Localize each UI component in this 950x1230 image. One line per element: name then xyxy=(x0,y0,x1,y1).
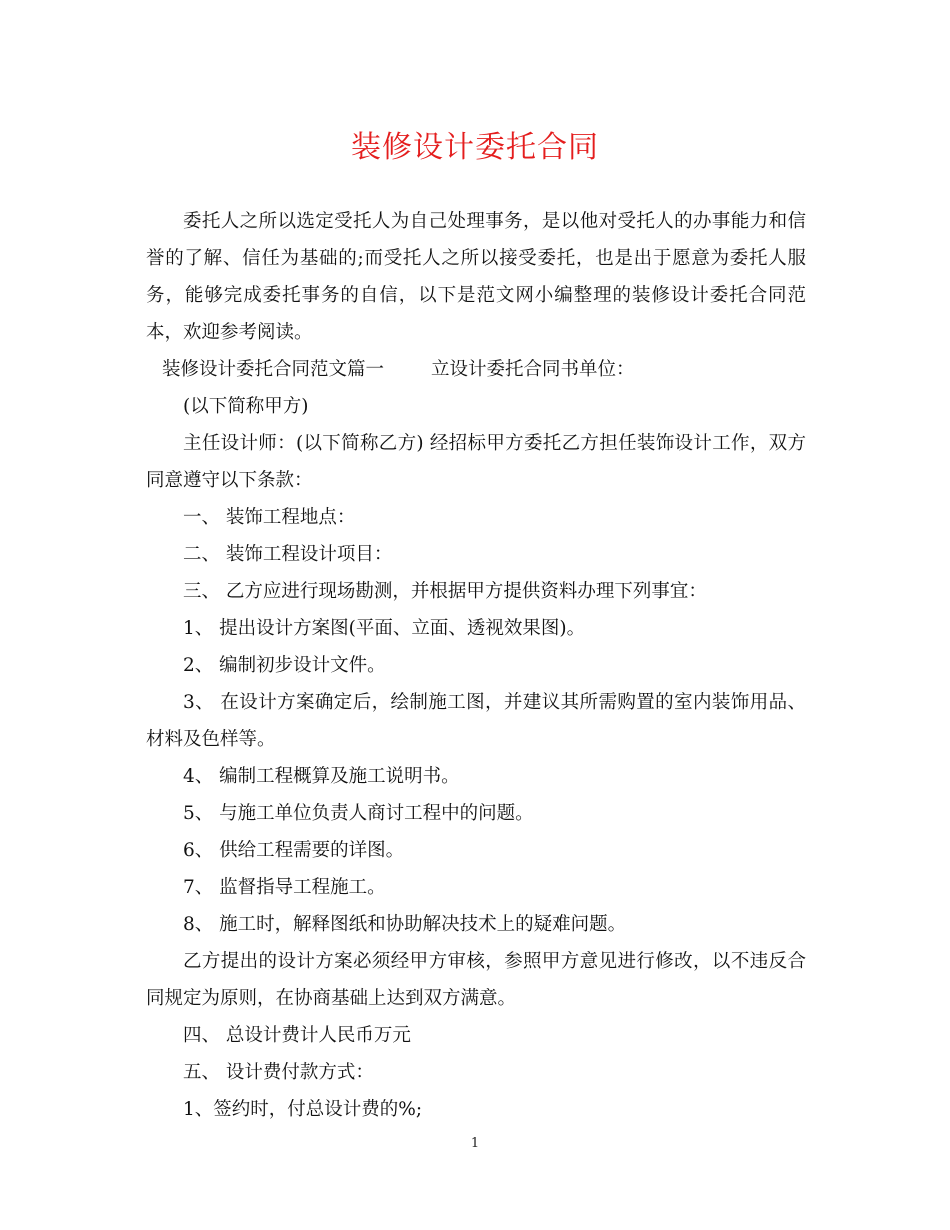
list-item: 6、 供给工程需要的详图。 xyxy=(183,840,405,861)
list-item: 4、 编制工程概算及施工说明书。 xyxy=(183,766,460,787)
list-item: 3、 在设计方案确定后，绘制施工图，并建议其所需购置的室内装饰用品、材料及色样等。 xyxy=(146,692,806,750)
review-paragraph: 乙方提出的设计方案必须经甲方审核，参照甲方意见进行修改，以不违反合同规定为原则，在协商基础上达到双方满意。 xyxy=(146,951,806,1009)
clause-3: 三、 乙方应进行现场勘测，并根据甲方提供资料办理下列事宜： xyxy=(183,581,707,602)
designer-paragraph: 主任设计师：(以下简称乙方) 经招标甲方委托乙方担任装饰设计工作，双方同意遵守以下条款： xyxy=(146,433,806,491)
list-item: 1、 提出设计方案图(平面、立面、透视效果图)。 xyxy=(183,618,586,639)
page-number: 1 xyxy=(470,1136,480,1151)
list-item: 2、 编制初步设计文件。 xyxy=(183,655,386,676)
document-title: 装修设计委托合同 xyxy=(351,130,599,165)
list-item: 8、 施工时，解释图纸和协助解决技术上的疑难问题。 xyxy=(183,914,627,935)
list-item: 5、 与施工单位负责人商讨工程中的问题。 xyxy=(183,803,534,824)
clause-4: 四、 总设计费计人民币万元 xyxy=(183,1025,411,1046)
list-item: 7、 监督指导工程施工。 xyxy=(183,877,386,898)
party-a-note: (以下简称甲方) xyxy=(183,396,309,417)
document-body xyxy=(146,203,806,1128)
section-heading-line: 装修设计委托合同范文篇一 立设计委托合同书单位： xyxy=(162,359,635,380)
list-item: 1、签约时，付总设计费的%; xyxy=(183,1099,423,1120)
clause-1: 一、 装饰工程地点： xyxy=(183,507,356,528)
intro-paragraph: 委托人之所以选定受托人为自己处理事务，是以他对受托人的办事能力和信誉的了解、信任为基础的;而受托人之所以接受委托，也是出于愿意为委托人服务，能够完成委托事务的自信，以下是范文网小编整理的装修设计委托合同范本，欢迎参考阅读。 xyxy=(146,211,806,343)
clause-2: 二、 装饰工程设计项目： xyxy=(183,544,393,565)
clause-5: 五、 设计费付款方式： xyxy=(183,1062,374,1083)
